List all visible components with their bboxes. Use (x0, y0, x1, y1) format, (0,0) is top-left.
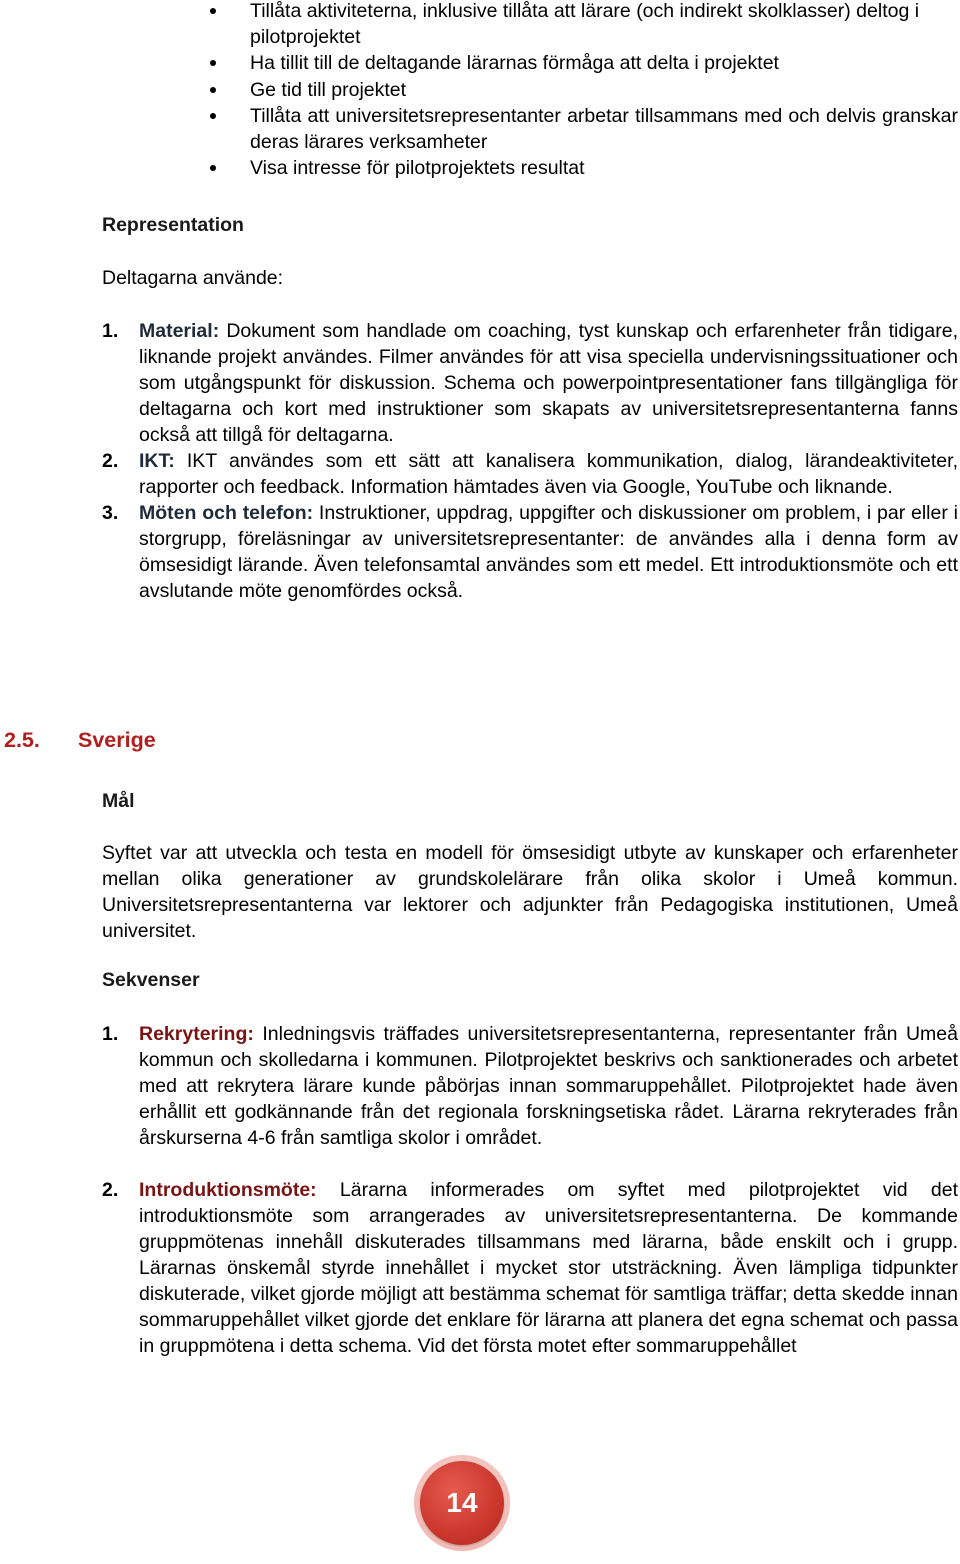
section-title: Sverige (78, 728, 156, 752)
item-keyword: Rekrytering: (139, 1023, 254, 1045)
bullet-dot-icon (210, 60, 216, 66)
sekvenser-list (102, 1021, 958, 1359)
list-item: 1. Material: Dokument som handlade om coaching, tyst kunskap och erfarenheter från tidigare, liknande projekt användes. Filmer användes för att visa speciella undervisningssituationer och som utgångspunkt för diskussion. Schema och powerpointpresentationer fans tillgängliga för deltagarna och kort med instruktioner som skapats av universitetsrepresentanterna fanns också att tillgå för deltagarna. (102, 320, 958, 446)
mal-heading: Mål (102, 790, 135, 812)
representation-list (102, 318, 958, 604)
list-item: 1. Rekrytering: Inledningsvis träffades universitetsrepresentanterna, representanter från Umeå kommun och skolledarna i kommunen. Pilotprojektet beskrivs och sanktionerades och arbetet med att rekrytera lärare kunde påbörjas innan sommaruppehållet. Pilotprojektet hade även erhållit ett godkännande från det regionala forskningsetiska rådet. Lärarna rekryterades från årskurserna 4-6 från samtliga skolor i området. (102, 1023, 958, 1149)
bullet-item: Tillåta att universitetsrepresentanter arbetar tillsammans med och delvis granskar deras lärares verksamheter (210, 103, 958, 155)
section-heading (4, 728, 156, 753)
bullet-dot-icon (210, 87, 216, 93)
section-number: 2.5. (4, 728, 40, 752)
bullet-item: Ge tid till projektet (210, 77, 958, 103)
item-keyword: Material: (139, 320, 220, 342)
mal-paragraph: Syftet var att utveckla och testa en modell för ömsesidigt utbyte av kunskaper och erfarenheter mellan olika generationer av grundskolelärare från olika skolor i Umeå kommun. Universitetsrepresentanterna var lektorer och adjunkter från Pedagogiska institutionen, Umeå universitet. (102, 842, 958, 942)
bullet-dot-icon (210, 113, 216, 119)
list-item: 3. Möten och telefon: Instruktioner, uppdrag, uppgifter och diskussioner om problem, i par eller i storgrupp, föreläsningar av universitetsrepresentanter: de användes alla i denna form av ömsesidigt lärande. Även telefonsamtal användes som ett medel. Ett introduktionsmöte och ett avslutande möte genomfördes också. (102, 502, 958, 602)
bullet-dot-icon (210, 165, 216, 171)
page-number-badge (414, 1455, 510, 1551)
bullet-item: Tillåta aktiviteterna, inklusive tillåta att lärare (och indirekt skolklasser) deltog i pilotprojektet (210, 0, 958, 50)
sekvenser-heading: Sekvenser (102, 969, 200, 991)
page-number: 14 (446, 1487, 478, 1518)
bullet-item: Ha tillit till de deltagande lärarnas förmåga att delta i projektet (210, 50, 958, 76)
list-item: 2. IKT: IKT användes som ett sätt att kanalisera kommunikation, dialog, lärandeaktiviteter, rapporter och feedback. Information hämtades även via Google, YouTube och liknande. (102, 450, 958, 498)
item-keyword: Introduktionsmöte: (139, 1179, 317, 1201)
item-keyword: Möten och telefon: (139, 502, 314, 524)
representation-heading: Representation (102, 214, 244, 236)
bullet-list (210, 0, 958, 181)
list-item: 2. Introduktionsmöte: Lärarna informerades om syftet med pilotprojektet vid det introduktionsmöte som arrangerades av universitetsrepresentanterna. De kommande gruppmötenas innehåll diskuterades tillsammans med lärarna, både enskilt och i grupp. Lärarnas önskemål styrde innehållet i mycket stor utsträckning. Även lämpliga tidpunkter diskuterade, vilket gjorde möjligt att bestämma schemat för samtliga träffar; detta skedde innan sommaruppehållet vilket gjorde det enklare för lärarna att planera det egna schemat och passa in gruppmötena i detta schema. Vid det första motet efter sommaruppehållet (102, 1179, 958, 1357)
bullet-dot-icon (210, 8, 216, 14)
representation-intro: Deltagarna använde: (102, 267, 284, 289)
bullet-item: Visa intresse för pilotprojektets resultat (210, 155, 958, 181)
item-keyword: IKT: (139, 450, 175, 472)
